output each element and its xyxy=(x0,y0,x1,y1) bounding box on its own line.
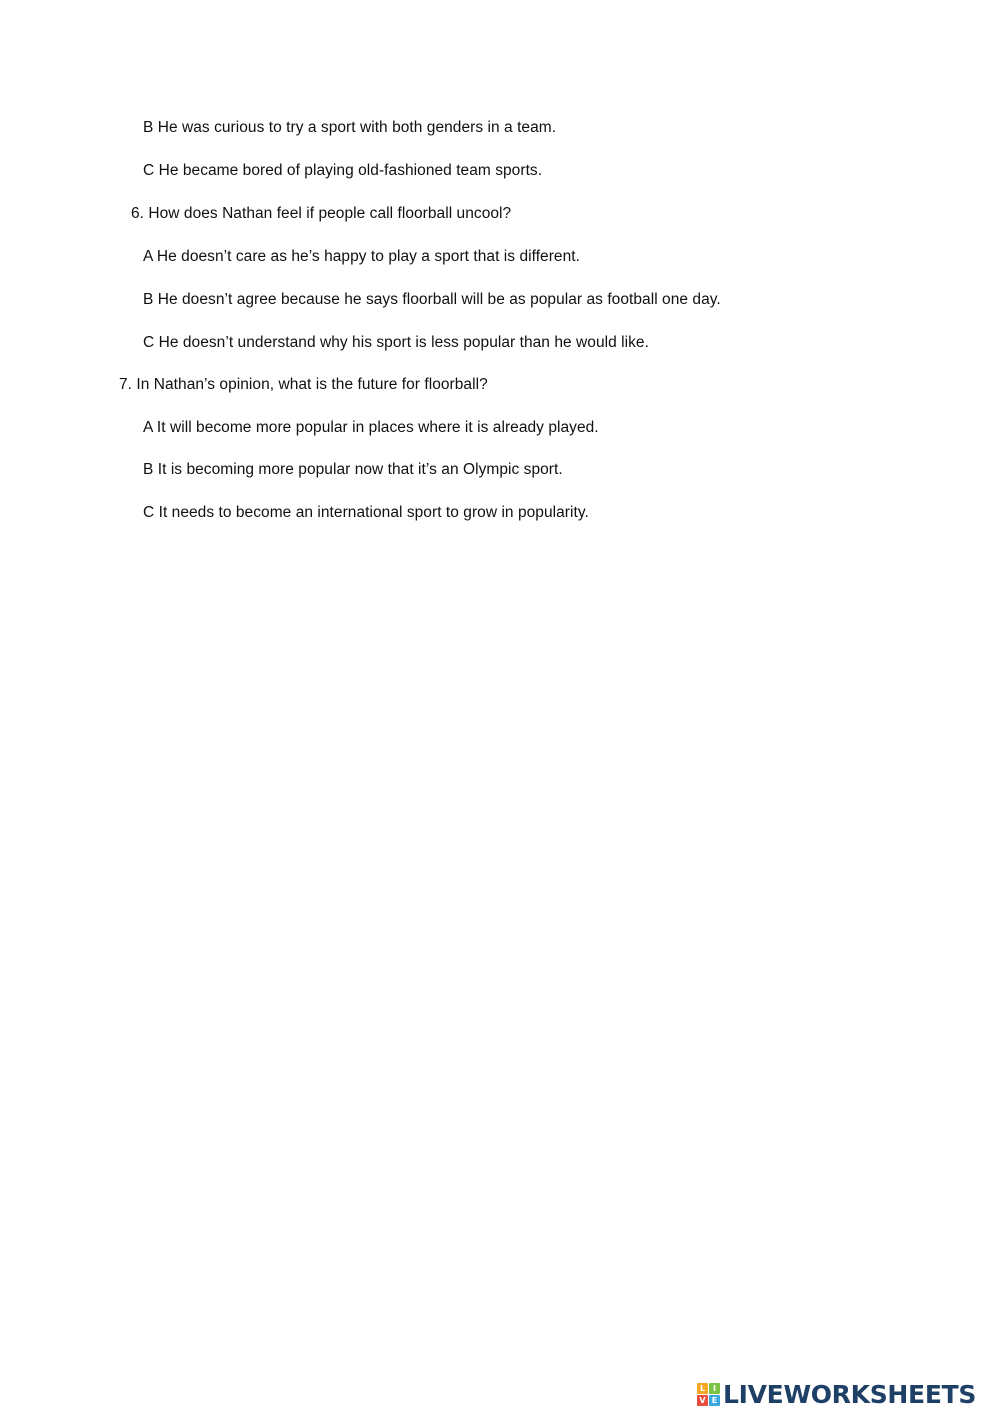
badge-letter-e: E xyxy=(709,1395,720,1406)
question-7-option-b: B It is becoming more popular now that it’s an Olympic sport. xyxy=(143,461,563,478)
question-5-option-c: C He became bored of playing old-fashioned team sports. xyxy=(143,162,543,179)
question-6-option-c: C He doesn’t understand why his sport is less popular than he would like. xyxy=(143,334,649,351)
question-6-option-a: A He doesn’t care as he’s happy to play a sport that is different. xyxy=(143,248,580,265)
question-7: 7. In Nathan’s opinion, what is the future for floorball? xyxy=(119,376,488,393)
liveworksheets-logo xyxy=(697,1379,976,1409)
logo-wordmark: LIVEWORKSHEETS xyxy=(723,1379,977,1409)
question-7-option-c: C It needs to become an international sport to grow in popularity. xyxy=(143,504,589,521)
live-badge-icon xyxy=(697,1383,720,1406)
question-6-option-b: B He doesn’t agree because he says floorball will be as popular as football one day. xyxy=(143,291,721,308)
badge-letter-i: I xyxy=(709,1383,720,1394)
badge-letter-l: L xyxy=(697,1383,708,1394)
question-5-option-b: B He was curious to try a sport with both genders in a team. xyxy=(143,119,557,136)
question-7-option-a: A It will become more popular in places where it is already played. xyxy=(143,419,599,436)
badge-letter-v: V xyxy=(697,1395,708,1406)
question-6: 6. How does Nathan feel if people call floorball uncool? xyxy=(131,205,512,222)
